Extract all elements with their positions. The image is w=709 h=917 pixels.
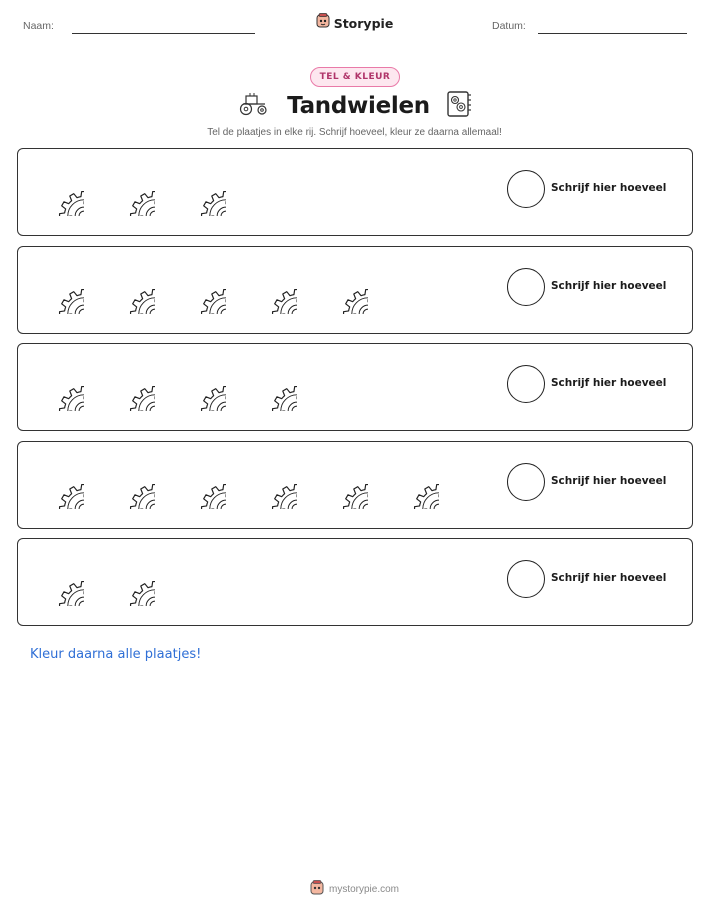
- gear-icon[interactable]: [102, 553, 155, 606]
- color-note: Kleur daarna alle plaatjes!: [30, 647, 202, 662]
- count-row: [17, 441, 693, 529]
- gear-icon[interactable]: [31, 358, 84, 411]
- gear-icon[interactable]: [173, 163, 226, 216]
- gear-icon[interactable]: [386, 456, 439, 509]
- gear-icon[interactable]: [31, 553, 84, 606]
- date-label: Datum:: [492, 20, 526, 32]
- name-label: Naam:: [23, 20, 54, 32]
- instructions: Tel de plaatjes in elke rij. Schrijf hoeveel, kleur ze daarna allemaal!: [207, 127, 502, 138]
- footer-site-text: mystorypie.com: [328, 884, 399, 895]
- count-row: [17, 246, 693, 334]
- answer-circle[interactable]: [507, 268, 545, 306]
- answer-label: Schrijf hier hoeveel: [551, 572, 667, 584]
- gear-icon[interactable]: [102, 261, 155, 314]
- answer-circle[interactable]: [507, 463, 545, 501]
- gear-icon[interactable]: [244, 456, 297, 509]
- gear-group: [31, 261, 368, 314]
- storypie-logo-icon: [316, 13, 330, 33]
- storypie-logo-icon: [310, 880, 324, 899]
- date-line[interactable]: [538, 33, 687, 34]
- category-badge: TEL & KLEUR: [310, 67, 400, 87]
- answer-circle[interactable]: [507, 365, 545, 403]
- page-title: Tandwielen: [287, 93, 430, 119]
- count-row: [17, 148, 693, 236]
- gear-icon[interactable]: [315, 456, 368, 509]
- brand-name: Storypie: [333, 15, 394, 31]
- tractor-gear-icon: [237, 92, 271, 120]
- brand: [0, 13, 709, 33]
- count-row: [17, 538, 693, 626]
- gear-group: [31, 553, 155, 606]
- gear-icon[interactable]: [173, 456, 226, 509]
- gear-icon[interactable]: [244, 358, 297, 411]
- gear-group: [31, 163, 226, 216]
- gear-icon[interactable]: [102, 358, 155, 411]
- gear-book-icon: [446, 90, 472, 122]
- gear-group: [31, 456, 439, 509]
- gear-icon[interactable]: [244, 261, 297, 314]
- gear-icon[interactable]: [173, 358, 226, 411]
- answer-label: Schrijf hier hoeveel: [551, 474, 667, 487]
- gear-icon[interactable]: [315, 261, 368, 314]
- count-row: [17, 343, 693, 431]
- gear-icon[interactable]: [173, 261, 226, 314]
- answer-label: Schrijf hier hoeveel: [551, 377, 667, 389]
- gear-icon[interactable]: [102, 456, 155, 509]
- answer-label: Schrijf hier hoeveel: [551, 182, 667, 194]
- answer-label: Schrijf hier hoeveel: [551, 279, 667, 292]
- gear-icon[interactable]: [31, 261, 84, 314]
- gear-icon[interactable]: [102, 163, 155, 216]
- gear-icon[interactable]: [31, 163, 84, 216]
- answer-circle[interactable]: [507, 170, 545, 208]
- title-row: [0, 90, 709, 122]
- gear-icon[interactable]: [31, 456, 84, 509]
- answer-circle[interactable]: [507, 560, 545, 598]
- footer-site: [0, 880, 709, 899]
- gear-group: [31, 358, 297, 411]
- name-line[interactable]: [72, 33, 255, 34]
